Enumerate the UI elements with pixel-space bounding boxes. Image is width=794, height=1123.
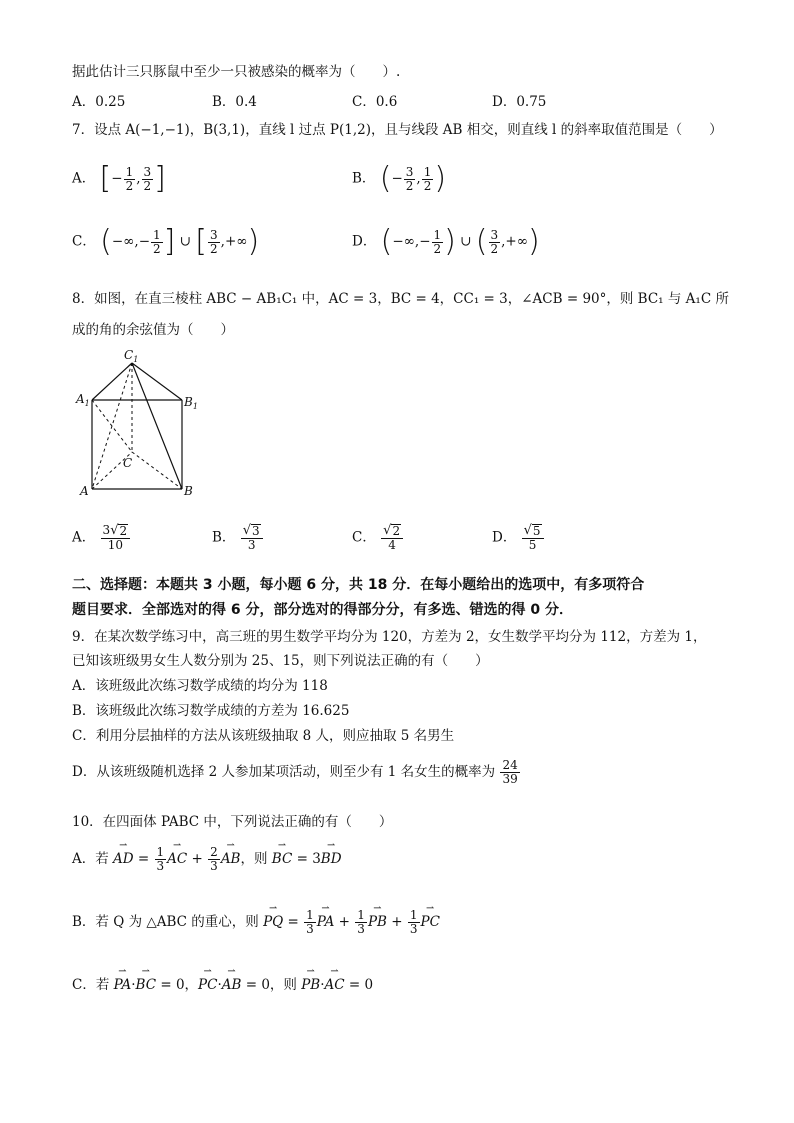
q7-option-a: A． [− $\frac{1}{2}$ , $\frac{3}{2}$ ] <box>72 161 166 196</box>
q10-stem: 10．在四面体 PABC 中，下列说法正确的有（ ） <box>72 814 393 830</box>
q6-option-a: A．0.25 <box>72 94 126 110</box>
q10-option-b: B．若 Q 为 △ABC 的重心，则 ⇀ PQ = $\frac{1}{3}$ ⇀ PA + $\frac{1}{3}$ ⇀ PB + $\frac{1}{3}$ ⇀ PC <box>72 909 440 936</box>
q9-option-d-numerator: 24 <box>502 758 518 772</box>
q6-option-b: B．0.4 <box>212 94 257 110</box>
label-c: C <box>123 456 133 470</box>
q8-option-d-label: D． <box>492 529 517 546</box>
q8-option-d: D． √ 5 5 <box>492 524 545 552</box>
q8-option-b: B． √ 3 3 <box>212 524 264 552</box>
q8-option-b-label: B． <box>212 529 236 546</box>
q7-stem-body: A(−1,−1)，B(3,1)，直线 l 过点 P(1,2)，且与线段 AB 相交，则直线 l 的斜率取值范围是（ ） <box>125 122 723 138</box>
label-a: A <box>80 484 89 498</box>
q6-option-d: D．0.75 <box>492 94 547 110</box>
q8-option-a: A． 3 √ 2 10 <box>72 524 131 552</box>
q6-stem: 据此估计三只豚鼠中至少一只被感染的概率为（ ）. <box>72 64 401 80</box>
prism-figure <box>74 348 204 498</box>
q7-option-c: C． (−∞,− $\frac{1}{2}$ ] ∪ [ $\frac{3}{2}$ ,+∞) <box>72 224 260 259</box>
q8-option-c-label: C． <box>352 529 376 546</box>
q8-stem-line2: 成的角的余弦值为（ ） <box>72 322 234 338</box>
q10-option-a-pre: A．若 <box>72 851 109 867</box>
q7-option-a-label: A． <box>72 170 96 187</box>
q7-option-d: D． (−∞,− $\frac{1}{2}$ ) ∪ ( $\frac{3}{2}$ ,+∞) <box>352 224 540 259</box>
label-a1: $A_1$ <box>76 392 90 408</box>
q7-option-d-label: D． <box>352 233 377 250</box>
q10-option-b-pre: B．若 Q 为 △ABC 的重心，则 <box>72 914 259 930</box>
q9-option-d <box>72 759 521 786</box>
q7-stem <box>72 121 723 139</box>
section2-heading-line2: 题目要求．全部选对的得 6 分，部分选对的得部分分，有多选、错选的得 0 分． <box>72 602 573 618</box>
q9-option-c: C．利用分层抽样的方法从该班级抽取 8 人，则应抽取 5 名男生 <box>72 728 455 744</box>
q7-option-b: B． (− $\frac{3}{2}$ , $\frac{1}{2}$ ) <box>352 161 447 196</box>
q7-option-b-label: B． <box>352 170 376 187</box>
q8-option-a-label: A． <box>72 529 96 546</box>
q10-option-a: A．若 ⇀ AD = $\frac{1}{3}$ ⇀ AC + $\frac{2}{3}$ ⇀ AB，则 ⇀ BC = 3⇀ BD <box>72 846 342 873</box>
section2-heading-line1: 二、选择题：本题共 3 小题，每小题 6 分，共 18 分．在每小题给出的选项中，有多项符合 <box>72 577 645 593</box>
q10-option-c-pre: C．若 <box>72 977 110 993</box>
label-b: B <box>184 484 193 498</box>
q9-stem-line1: 9．在某次数学练习中，高三班的男生数学平均分为 120，方差为 2，女生数学平均分为 112，方差为 1， <box>72 629 707 645</box>
q6-option-c: C．0.6 <box>352 94 398 110</box>
q9-option-d-text: D．从该班级随机选择 2 人参加某项活动，则至少有 1 名女生的概率为 <box>72 764 496 780</box>
q9-stem-line2: 已知该班级男女生人数分别为 25、15，则下列说法正确的有（ ） <box>72 653 489 669</box>
q9-option-b: B．该班级此次练习数学成绩的方差为 16.625 <box>72 703 350 719</box>
label-c1: $C_1$ <box>124 348 139 364</box>
q9-option-d-denominator: 39 <box>502 772 518 786</box>
q7-stem-pre: 7．设点 <box>72 122 122 138</box>
q8-stem-line1: 8．如图，在直三棱柱 ABC − AB₁C₁ 中，AC = 3，BC = 4，CC₁ = 3，∠ACB = 90°，则 BC₁ 与 A₁C 所 <box>72 291 729 307</box>
q10-option-c: C．若 ⇀ PA·⇀ BC = 0，⇀ PC·⇀ AB = 0，则 ⇀ PB·⇀ AC = 0 <box>72 973 373 993</box>
q8-option-c: C． √ 2 4 <box>352 524 404 552</box>
label-b1: $B_1$ <box>184 395 198 411</box>
q7-option-c-label: C． <box>72 233 96 250</box>
q9-option-a: A．该班级此次练习数学成绩的均分为 118 <box>72 678 328 694</box>
